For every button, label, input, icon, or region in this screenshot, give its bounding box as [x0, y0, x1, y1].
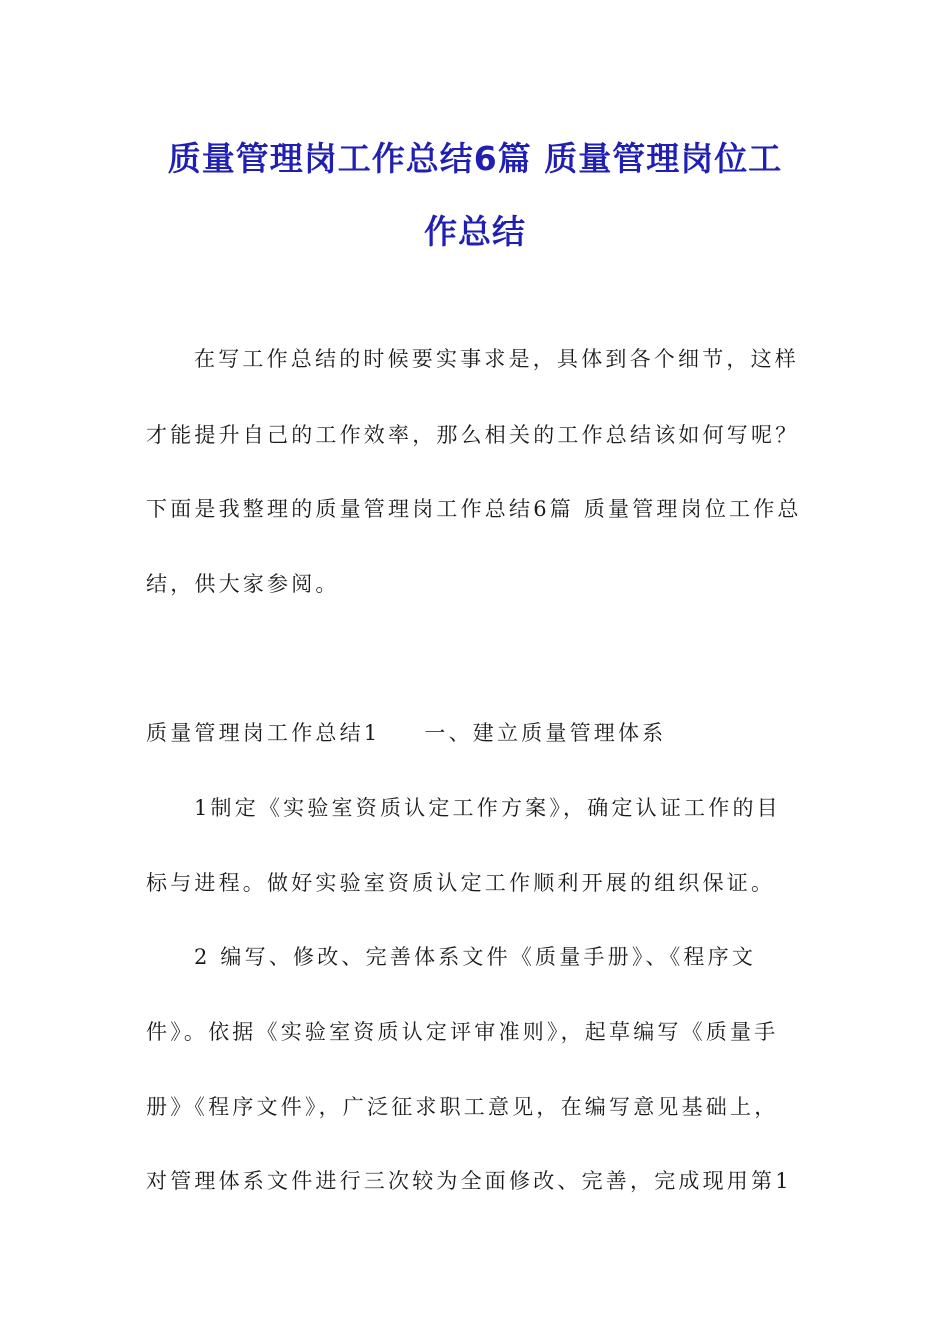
paragraph-2-line-2: 件》。依据《实验室资质认定评审准则》，起草编写《质量手	[146, 1020, 779, 1044]
paragraph-1-line-2: 标与进程。做好实验室资质认定工作顺利开展的组织保证。	[146, 871, 776, 895]
section-heading	[146, 718, 806, 748]
intro-line-1: 在写工作总结的时候要实事求是，具体到各个细节，这样	[194, 347, 799, 371]
intro-line-3: 下面是我整理的质量管理岗工作总结6篇 质量管理岗位工作总	[146, 497, 802, 521]
document-title-line-2: 作总结	[424, 212, 526, 251]
paragraph-1-line-1: 1制定《实验室资质认定工作方案》，确定认证工作的目	[194, 796, 781, 820]
document-title-line-1: 质量管理岗工作总结6篇 质量管理岗位工	[167, 139, 783, 178]
paragraph-2-line-3: 册》《程序文件》，广泛征求职工意见，在编写意见基础上，	[146, 1095, 779, 1119]
paragraph-2-line-1: 2 编写、修改、完善体系文件《质量手册》、《程序文	[194, 945, 757, 969]
section-subtitle: 一、建立质量管理体系	[424, 721, 667, 745]
paragraph-2-line-4: 对管理体系文件进行三次较为全面修改、完善，完成现用第1	[146, 1169, 792, 1193]
section-title: 质量管理岗工作总结1	[146, 721, 381, 745]
intro-line-4: 结，供大家参阅。	[146, 572, 340, 596]
intro-line-2: 才能提升自己的工作效率，那么相关的工作总结该如何写呢？	[146, 423, 800, 447]
